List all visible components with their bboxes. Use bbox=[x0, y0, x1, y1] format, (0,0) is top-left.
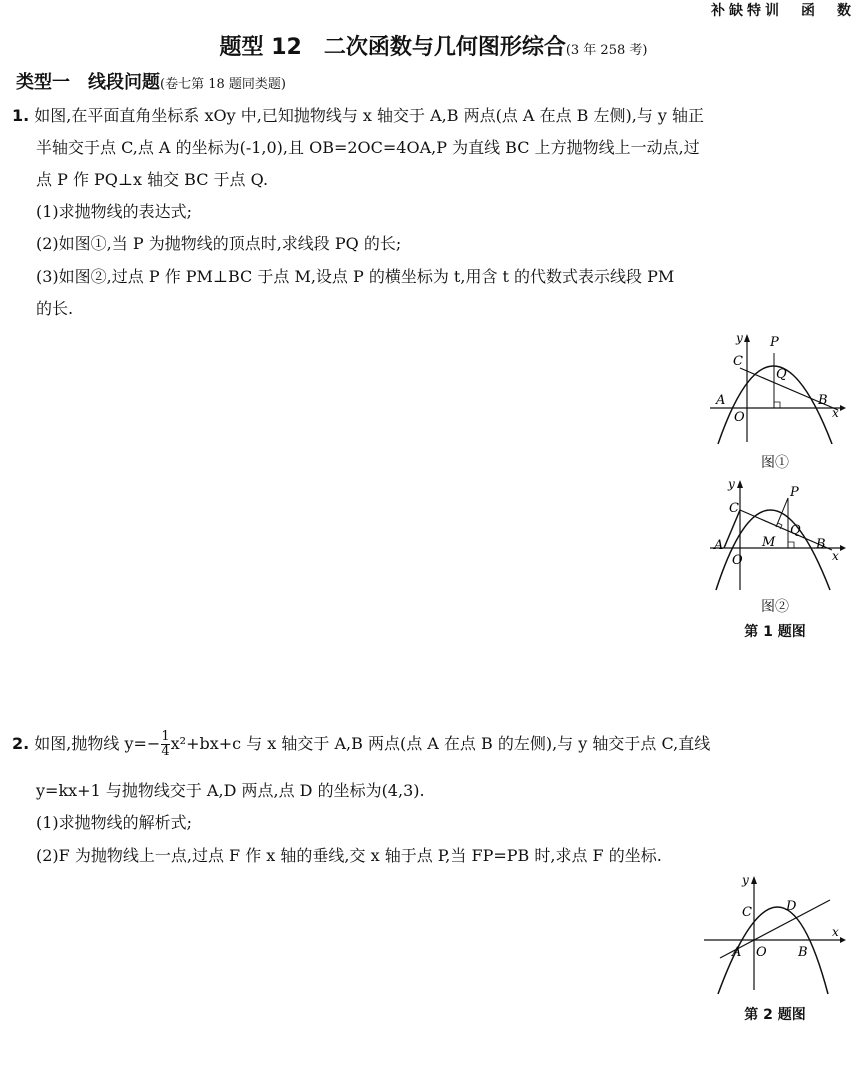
q2-fraction bbox=[161, 730, 169, 759]
y-axis-arrow bbox=[744, 334, 750, 342]
fraction-denominator: 4 bbox=[161, 744, 170, 759]
q2-part1: (1)求抛物线的解析式; bbox=[36, 813, 193, 832]
header-book: 补缺特训 bbox=[711, 3, 783, 19]
label-b: B bbox=[798, 945, 808, 960]
label-y: y bbox=[742, 873, 749, 887]
page-title bbox=[0, 30, 867, 61]
q2-part2: (2)F 为抛物线上一点,过点 F 作 x 轴的垂线,交 x 轴于点 P,当 FP=PB 时,求点 F 的坐标. bbox=[36, 846, 662, 865]
q1-part3a: (3)如图②,过点 P 作 PM⊥BC 于点 M,设点 P 的横坐标为 t,用含 t 的代数式表示线段 PM bbox=[36, 267, 675, 286]
figure-2-caption: 图② bbox=[761, 599, 789, 615]
label-a: A bbox=[714, 538, 724, 553]
section-note: (卷七第 18 题同类题) bbox=[160, 77, 286, 92]
q2-number: 2. bbox=[12, 734, 30, 753]
label-y: y bbox=[736, 331, 743, 345]
x-axis-arrow bbox=[840, 405, 846, 411]
y-axis-arrow bbox=[737, 480, 743, 488]
q1-text-1: 如图,在平面直角坐标系 xOy 中,已知抛物线与 x 轴交于 A,B 两点(点 A 在点 B 左侧),与 y 轴正 bbox=[29, 106, 705, 125]
q2-line2: y=kx+1 与抛物线交于 A,D 两点,点 D 的坐标为(4,3). bbox=[36, 781, 425, 800]
title-main: 题型 12 二次函数与几何图形综合 bbox=[219, 35, 566, 60]
q1-part1: (1)求抛物线的表达式; bbox=[36, 202, 193, 221]
label-o: O bbox=[756, 945, 767, 960]
parabola bbox=[716, 510, 830, 590]
figure-1-caption: 图① bbox=[761, 455, 789, 471]
q1-figure-caption: 第 1 题图 bbox=[744, 624, 806, 640]
label-q: Q bbox=[790, 523, 801, 538]
q2-text-post: x²+bx+c 与 x 轴交于 A,B 两点(点 A 在点 B 的左侧),与 y 轴交于点 C,直线 bbox=[170, 734, 711, 753]
figure-3-diagram bbox=[700, 872, 850, 997]
section-name: 类型一 线段问题 bbox=[16, 72, 160, 93]
q1-number: 1. bbox=[12, 106, 30, 125]
segment-pm bbox=[776, 498, 788, 527]
q2-line1 bbox=[12, 730, 710, 759]
q1-line2: 半轴交于点 C,点 A 的坐标为(-1,0),且 OB=2OC=4OA,P 为直线 BC 上方抛物线上一动点,过 bbox=[36, 138, 700, 157]
q1-part2: (2)如图①,当 P 为抛物线的顶点时,求线段 PQ 的长; bbox=[36, 234, 402, 253]
right-angle-mark bbox=[774, 402, 780, 408]
label-b: B bbox=[816, 537, 826, 552]
label-c: C bbox=[733, 354, 743, 369]
q1-line3: 点 P 作 PQ⊥x 轴交 BC 于点 Q. bbox=[36, 170, 269, 189]
label-a: A bbox=[732, 945, 742, 960]
header-subject: 函 数 bbox=[801, 3, 855, 19]
label-m: M bbox=[762, 535, 776, 550]
label-x: x bbox=[832, 925, 839, 939]
label-d: D bbox=[786, 899, 797, 914]
q1-part3b: 的长. bbox=[36, 299, 74, 318]
running-header bbox=[711, 0, 855, 20]
title-sub: (3 年 258 考) bbox=[565, 43, 648, 58]
label-o: O bbox=[734, 410, 745, 425]
x-axis-arrow bbox=[840, 545, 846, 551]
figure-2-diagram bbox=[700, 474, 850, 594]
label-b: B bbox=[818, 393, 828, 408]
q2-figure-caption: 第 2 题图 bbox=[744, 1007, 806, 1023]
figure-1-diagram bbox=[700, 328, 850, 448]
q2-text-pre: 如图,抛物线 y=− bbox=[29, 734, 161, 753]
label-x: x bbox=[832, 406, 839, 420]
label-o: O bbox=[732, 553, 743, 568]
label-p: P bbox=[790, 485, 799, 500]
label-a: A bbox=[716, 393, 726, 408]
y-axis-arrow bbox=[751, 876, 757, 884]
label-c: C bbox=[742, 905, 752, 920]
section-heading bbox=[16, 68, 286, 94]
x-axis-arrow bbox=[840, 937, 846, 943]
label-c: C bbox=[729, 501, 739, 516]
label-x: x bbox=[832, 549, 839, 563]
label-q: Q bbox=[776, 367, 787, 382]
q1-line1 bbox=[12, 105, 704, 127]
parabola bbox=[718, 366, 832, 444]
label-p: P bbox=[770, 335, 779, 350]
fraction-numerator: 1 bbox=[161, 729, 170, 744]
label-y: y bbox=[728, 477, 735, 491]
right-angle-mark-q bbox=[788, 542, 794, 548]
